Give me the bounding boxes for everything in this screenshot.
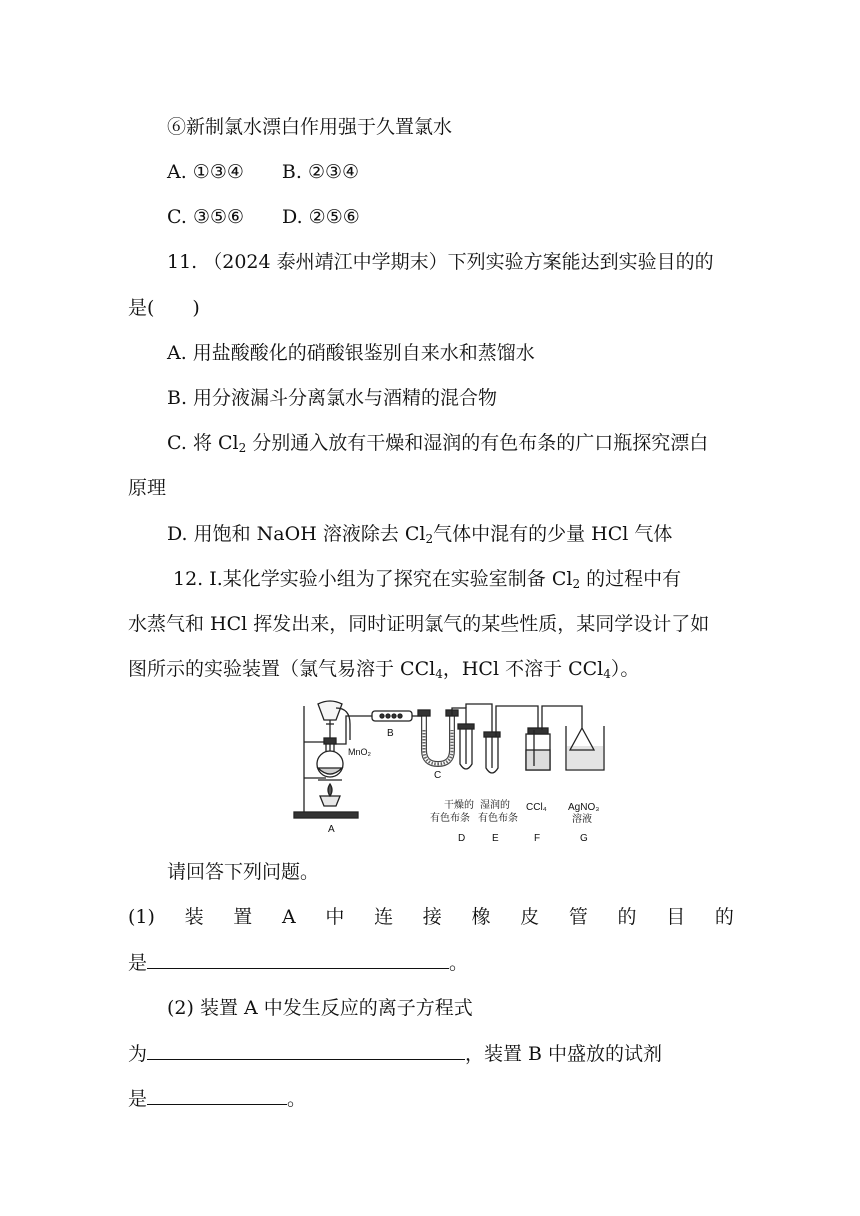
q11-option-d [167,520,672,548]
q11-option-d-text2: 气体中混有的少量 HCl 气体 [433,523,673,545]
label-g-line2: 溶液 [572,814,592,825]
q12-intro-text1: 12. Ⅰ.某化学实验小组为了探究在实验室制备 Cl [173,568,573,590]
label-g: G [580,833,588,844]
q12-sub1-word: 置 [233,906,253,928]
q11-stem-line2: 是( ) [128,297,200,319]
label-d-line2: 有色布条 [430,813,470,824]
q11-option-d-text1: D. 用饱和 NaOH 溶液除去 Cl [167,523,426,545]
q12-sub1-word: 连 [374,906,394,928]
q12-intro-sub: 2 [572,577,581,591]
q11-stem-line1: 11. （2024 泰州靖江中学期末）下列实验方案能达到实验目的的 [167,251,714,273]
q11-option-c-line2: 原理 [128,477,167,499]
q12-sub1-word: A [281,906,296,928]
label-e-line2: 有色布条 [478,813,518,824]
q12-sub2-line1: (2) 装置 A 中发生反应的离子方程式 [167,997,473,1019]
q12-sub1-word: 目 [666,906,686,928]
q10-options-row1 [167,158,359,186]
q12-sub1-suffix: 。 [449,952,469,974]
q12-sub1-word: 装 [184,906,204,928]
q12-sub1-line1 [128,903,734,931]
q10-options-row2 [167,203,360,231]
q12-intro-text2: 的过程中有 [580,568,682,590]
q10-item-6: ⑥新制氯水漂白作用强于久置氯水 [167,116,453,138]
answer-blank-1[interactable] [147,948,449,969]
label-f-line1: CCl₄ [526,802,547,813]
q12-sub1-word: 中 [325,906,345,928]
q12-sub1-word: 管 [568,906,588,928]
label-mno2: MnO₂ [348,747,371,757]
label-e-line1: 湿润的 [480,800,510,811]
q12-sub1-word: (1) [128,906,155,928]
q12-intro3-text2: ，HCl 不溶于 CCl [442,658,604,680]
alcohol-lamp [320,796,340,806]
q12-intro-line1 [173,565,681,593]
q12-sub1-word: 接 [422,906,442,928]
q12-sub2-suffix: ，装置 B 中盛放的试剂 [465,1043,663,1065]
q12-intro-line2: 水蒸气和 HCl 挥发出来，同时证明氯气的某些性质，某同学设计了如 [128,613,710,635]
q12-sub1-word: 的 [617,906,637,928]
q12-intro3-sub2: 4 [603,667,611,681]
label-g-line1: AgNO₃ [568,802,600,813]
q12-sub1-word: 皮 [520,906,540,928]
q12-intro3-text3: ）。 [610,658,640,680]
q11-option-c [167,429,708,457]
q12-sub1-prefix: 是 [128,952,148,974]
q12-prompt: 请回答下列问题。 [167,861,320,883]
q10-option-d: D. ②⑤⑥ [282,206,360,228]
label-b: B [387,728,394,739]
q12-intro3-text1: 图所示的实验装置（氯气易溶于 CCl [128,658,436,680]
q11-option-c-text1: C. 将 Cl [167,432,239,454]
q12-sub1-line2 [128,948,468,977]
q11-option-b: B. 用分液漏斗分离氯水与酒精的混合物 [167,387,498,409]
q11-option-c-sub: 2 [238,441,247,455]
q12-sub2-line2 [128,1039,662,1068]
separatory-funnel [318,701,342,720]
q10-option-c: C. ③⑤⑥ [167,206,245,228]
label-f: F [534,833,541,844]
label-a: A [328,824,335,835]
q11-option-c-text2: 分别通入放有干燥和湿润的有色布条的广口瓶探究漂白 [246,432,709,454]
q10-option-b: B. ②③④ [281,161,360,183]
stand-base [294,812,358,818]
label-d-line1: 干燥的 [444,800,474,811]
q12-sub2-prefix: 为 [128,1043,148,1065]
u-tube-c [424,714,452,764]
q11-option-a: A. 用盐酸酸化的硝酸银鉴别自来水和蒸馏水 [167,342,535,364]
q12-sub2-line3 [128,1084,306,1113]
q12-intro-line3 [128,655,639,683]
q12-sub1-word: 的 [714,906,734,928]
answer-blank-3[interactable] [147,1084,287,1105]
answer-blank-2[interactable] [147,1039,465,1060]
label-c: C [434,770,442,781]
q10-option-a: A. ①③④ [167,161,244,183]
q12-intro3-sub1: 4 [435,667,443,681]
q12-sub2-line3-suffix: 。 [287,1088,307,1110]
label-d: D [458,833,466,844]
q11-option-d-sub: 2 [425,532,434,546]
q12-sub1-word: 橡 [471,906,491,928]
experiment-apparatus-diagram [290,694,620,846]
q12-sub2-line3-prefix: 是 [128,1088,148,1110]
label-e: E [492,833,499,844]
